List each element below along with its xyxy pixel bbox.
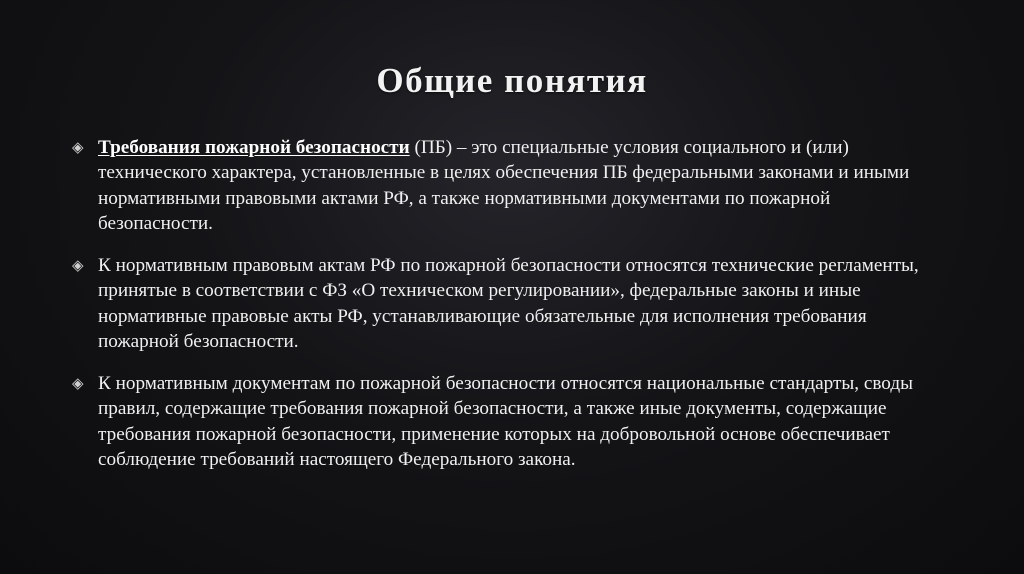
list-item-body: (ПБ) – это специальные условия социального и (или) технического характера, установленные в целях обеспечения ПБ федеральными законами и иными нормативными правовыми актами РФ, а также нормативными документами по пожарной безопасности. [98,136,910,234]
bullet-list [0,101,1024,473]
list-item [72,371,938,473]
bullet-diamond-icon: ◈ [72,375,84,392]
list-item-text [98,371,938,473]
page-title: Общие понятия [376,61,648,100]
term-highlight: Требования пожарной безопасности [98,136,410,158]
list-item-text [98,253,938,355]
list-item [72,135,938,237]
list-item-body: К нормативным документам по пожарной безопасности относятся национальные стандарты, своды правил, содержащие требования пожарной безопасности, а также иные документы, содержащие требования пожарной безопасности, применение которых на добровольной основе обеспечивает соблюдение требований настоящего Федерального закона. [98,372,913,470]
bullet-diamond-icon: ◈ [72,139,84,156]
list-item-body: К нормативным правовым актам РФ по пожарной безопасности относятся технические регламенты, принятые в соответствии с ФЗ «О техническом регулировании», федеральные законы и иные нормативные правовые акты РФ, устанавливающие обязательные для исполнения требования пожарной безопасности. [98,254,919,352]
list-item [72,253,938,355]
list-item-text [98,135,938,237]
bullet-diamond-icon: ◈ [72,257,84,274]
